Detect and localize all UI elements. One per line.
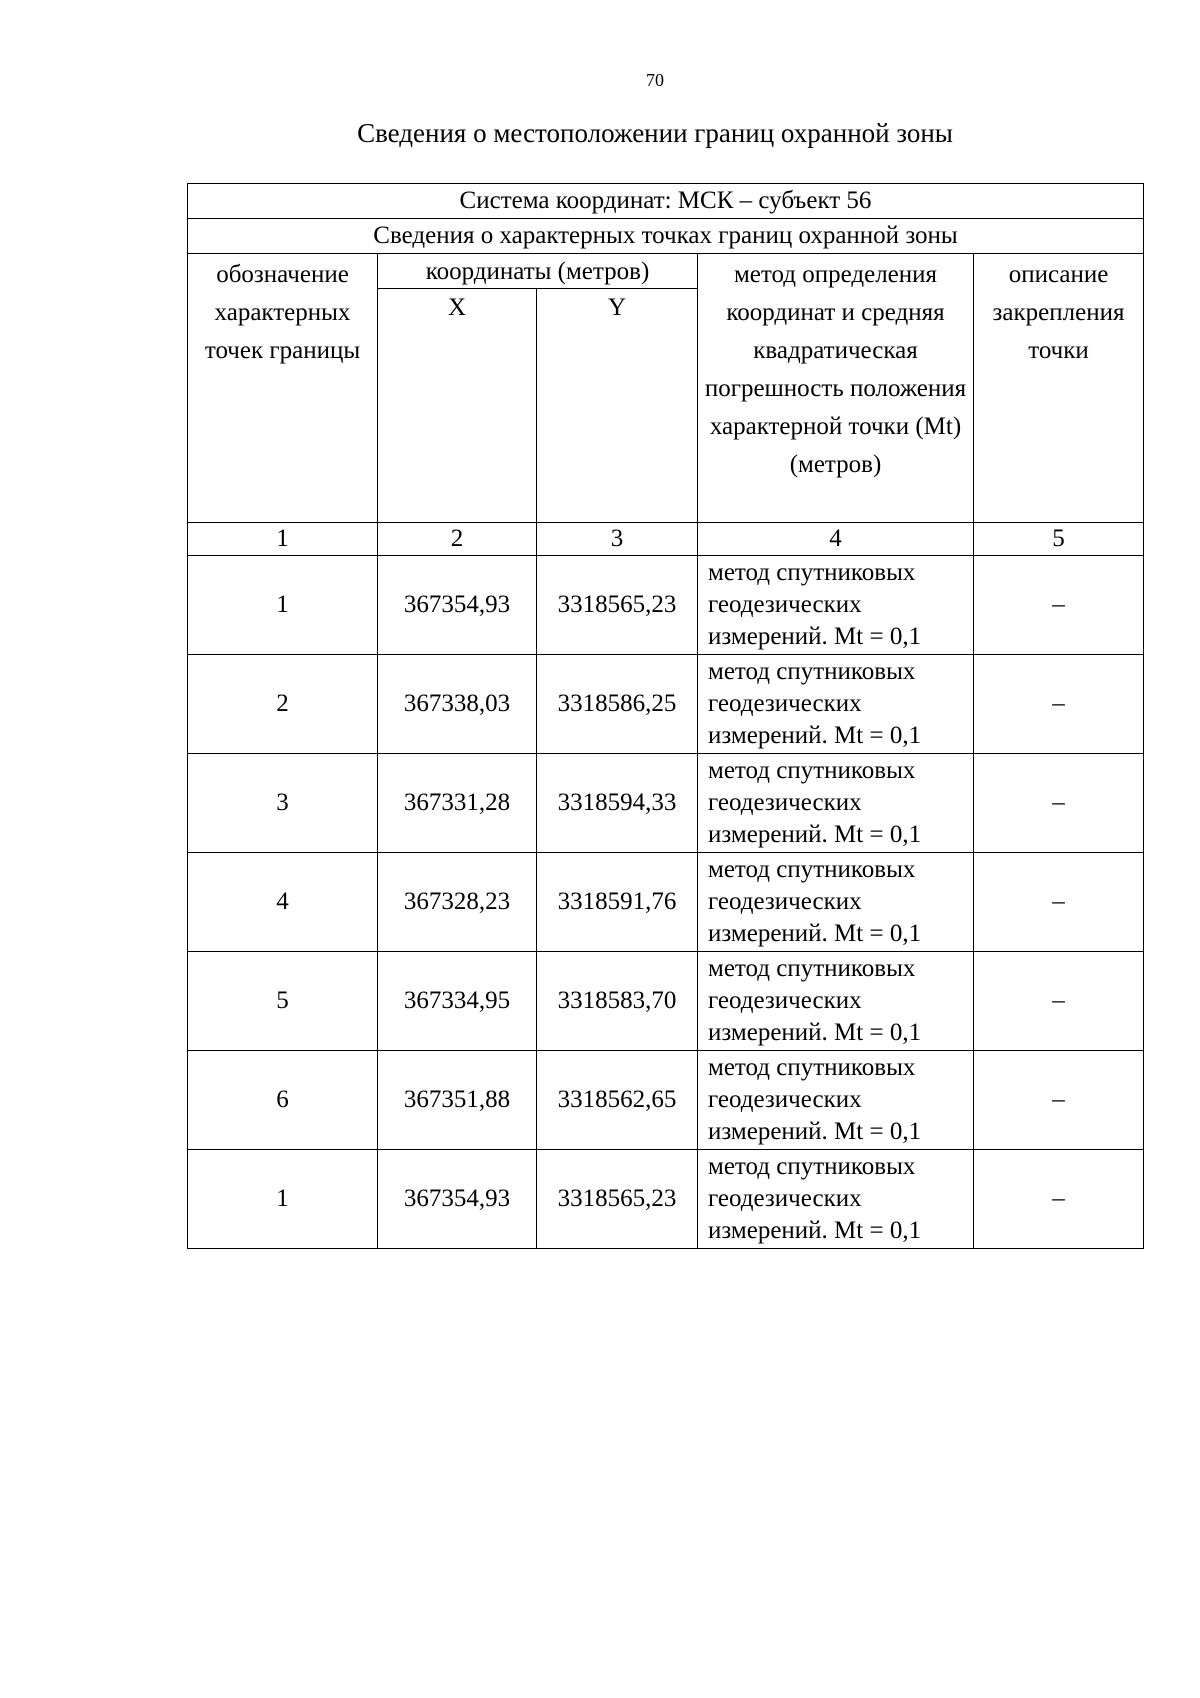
description-cell: –: [974, 853, 1144, 952]
section-title: Сведения о характерных точках границ охранной зоны: [188, 219, 1144, 254]
x-cell: 367338,03: [378, 655, 537, 754]
point-cell: 6: [188, 1051, 378, 1150]
coordinates-table: [187, 183, 1144, 1249]
method-cell: метод спутниковых геодезических измерений. Mt = 0,1: [698, 754, 974, 853]
table-row: [188, 556, 1144, 655]
header-point-designation: обозначение характерных точек границы: [188, 254, 378, 523]
method-cell: метод спутниковых геодезических измерений. Mt = 0,1: [698, 556, 974, 655]
description-cell: –: [974, 754, 1144, 853]
method-cell: метод спутниковых геодезических измерений. Mt = 0,1: [698, 1051, 974, 1150]
x-cell: 367328,23: [378, 853, 537, 952]
y-cell: 3318594,33: [537, 754, 698, 853]
description-cell: –: [974, 1150, 1144, 1249]
table-row: [188, 1150, 1144, 1249]
point-cell: 2: [188, 655, 378, 754]
y-cell: 3318586,25: [537, 655, 698, 754]
header-x: X: [378, 289, 537, 523]
point-cell: 5: [188, 952, 378, 1051]
point-cell: 3: [188, 754, 378, 853]
method-cell: метод спутниковых геодезических измерений. Mt = 0,1: [698, 1150, 974, 1249]
description-cell: –: [974, 655, 1144, 754]
y-cell: 3318565,23: [537, 1150, 698, 1249]
method-cell: метод спутниковых геодезических измерений. Mt = 0,1: [698, 853, 974, 952]
y-cell: 3318562,65: [537, 1051, 698, 1150]
y-cell: 3318565,23: [537, 556, 698, 655]
y-cell: 3318583,70: [537, 952, 698, 1051]
column-number: 4: [698, 523, 974, 556]
page-number: 70: [646, 70, 664, 90]
x-cell: 367331,28: [378, 754, 537, 853]
header-coordinates: координаты (метров): [378, 254, 698, 289]
point-cell: 1: [188, 556, 378, 655]
table-row: [188, 853, 1144, 952]
x-cell: 367354,93: [378, 556, 537, 655]
table-row: [188, 754, 1144, 853]
description-cell: –: [974, 1051, 1144, 1150]
point-cell: 4: [188, 853, 378, 952]
x-cell: 367351,88: [378, 1051, 537, 1150]
method-cell: метод спутниковых геодезических измерений. Mt = 0,1: [698, 952, 974, 1051]
method-cell: метод спутниковых геодезических измерений. Mt = 0,1: [698, 655, 974, 754]
column-number: 2: [378, 523, 537, 556]
description-cell: –: [974, 952, 1144, 1051]
column-number: 1: [188, 523, 378, 556]
table-row: [188, 1051, 1144, 1150]
document-title: Сведения о местоположении границ охранной зоны: [357, 118, 953, 148]
header-y: Y: [537, 289, 698, 523]
point-cell: 1: [188, 1150, 378, 1249]
header-method: метод определения координат и средняя квадратическая погрешность положения характерной точки (Mt) (метров): [698, 254, 974, 523]
x-cell: 367334,95: [378, 952, 537, 1051]
table-row: [188, 952, 1144, 1051]
coordinate-system-label: Система координат: МСК – субъект 56: [188, 184, 1144, 219]
x-cell: 367354,93: [378, 1150, 537, 1249]
table-row: [188, 655, 1144, 754]
y-cell: 3318591,76: [537, 853, 698, 952]
column-number: 5: [974, 523, 1144, 556]
column-number: 3: [537, 523, 698, 556]
description-cell: –: [974, 556, 1144, 655]
header-description: описание закрепления точки: [974, 254, 1144, 523]
